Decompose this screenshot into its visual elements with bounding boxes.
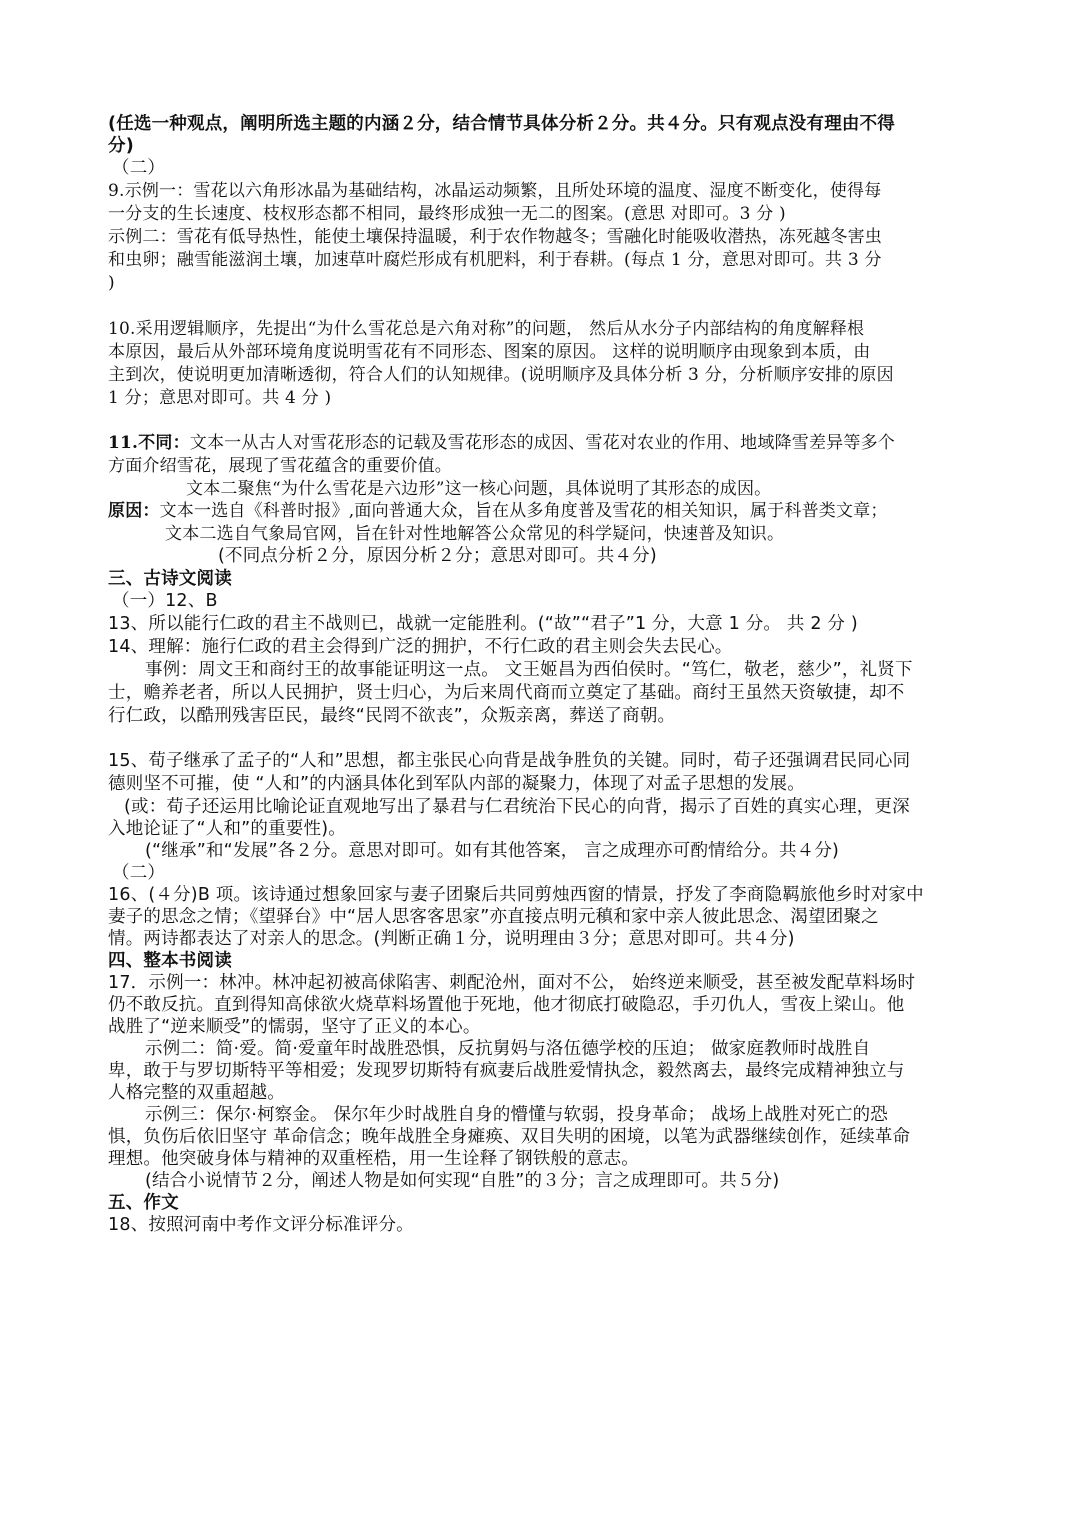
section-heading: 四、整本书阅读: [108, 951, 232, 971]
answer-line: 15、荀子继承了孟子的“人和”思想，都主张民心向背是战争胜负的关键。同时，荀子还强调君民同心同: [108, 751, 911, 771]
answer-line: 9.示例一：雪花以六角形冰晶为基础结构，冰晶运动频繁，且所处环境的温度、湿度不断变化，使得每: [108, 181, 882, 201]
scoring-note-line: (结合小说情节２分，阐述人物是如何实现“自胜”的３分；言之成理即可。共５分): [145, 1171, 780, 1191]
answer-line: 13、所以能行仁政的君主不战则已，战就一定能胜利。(“故”“君子”1 分，大意 1 分。 共 2 分 ): [108, 614, 858, 634]
answer-line: 主到次，使说明更加清晰透彻，符合人们的认知规律。(说明顺序及具体分析 3 分，分析顺序安排的原因: [108, 365, 894, 385]
answer-line: 17．示例一：林冲。林冲起初被高俅陷害、刺配沧州，面对不公， 始终逆来顺受，甚至被发配草料场时: [108, 973, 916, 993]
answer-line: 战胜了“逆来顺受”的懦弱，坚守了正义的本心。: [108, 1017, 481, 1037]
answer-line: 卑，敢于与罗切斯特平等相爱；发现罗切斯特有疯妻后战胜爱情执念，毅然离去，最终完成精神独立与: [108, 1061, 905, 1081]
answer-line: 仍不敢反抗。直到得知高俅欲火烧草料场置他于死地，他才彻底打破隐忍，手刃仇人，雪夜上梁山。他: [108, 995, 905, 1015]
answer-line: 方面介绍雪花，展现了雪花蕴含的重要价值。: [108, 456, 452, 476]
answer-line: 原因：文本一选自《科普时报》,面向普通大众，旨在从多角度普及雪花的相关知识，属于科普类文章；: [108, 501, 888, 521]
scoring-note-line: 分): [108, 136, 134, 156]
scoring-note-line: (“继承”和“发展”各２分。意思对即可。如有其他答案， 言之成理亦可酌情给分。共４分): [145, 841, 840, 861]
answer-line: 示例三：保尔·柯察金。 保尔年少时战胜自身的懵懂与软弱，投身革命； 战场上战胜对死亡的恐: [145, 1105, 888, 1125]
answer-line: 妻子的思念之情；《望驿台》中“居人思客客思家”亦直接点明元稹和家中亲人彼此思念、渴望团聚之: [108, 907, 879, 927]
answer-line: 士，赡养老者，所以人民拥护，贤士归心，为后来周代商而立奠定了基础。商纣王虽然天资敏捷，却不: [108, 683, 905, 703]
answer-line: (或：荀子还运用比喻论证直观地写出了暴君与仁君统治下民心的向背，揭示了百姓的真实心理，更深: [124, 797, 910, 817]
answer-line: 入地论证了“人和”的重要性)。: [108, 819, 346, 839]
section-heading: 三、古诗文阅读: [108, 569, 232, 589]
answer-line: 11.不同：文本一从古人对雪花形态的记载及雪花形态的成因、雪花对农业的作用、地域降雪差异等多个: [108, 433, 895, 453]
section-heading: 五、作文: [108, 1193, 179, 1213]
answer-line: 惧，负伤后依旧坚守 革命信念；晚年战胜全身瘫痪、双目失明的困境，以笔为武器继续创作，延续革命: [108, 1127, 911, 1147]
scoring-note-line: (任选一种观点，阐明所选主题的内涵２分，结合情节具体分析２分。共４分。只有观点没有理由不得: [108, 114, 895, 134]
answer-line: 一分支的生长速度、枝杈形态都不相同，最终形成独一无二的图案。(意思 对即可。3 分 ): [108, 204, 786, 224]
scoring-note-line: (不同点分析２分，原因分析２分；意思对即可。共４分): [218, 546, 657, 566]
answer-line: 情。两诗都表达了对亲人的思念。(判断正确１分，说明理由３分；意思对即可。共４分): [108, 929, 795, 949]
answer-line: 事例：周文王和商纣王的故事能证明这一点。 文王姬昌为西伯侯时。“笃仁，敬老，慈少”，礼贤下: [145, 660, 913, 680]
answer-line: 和虫卵；融雪能滋润土壤，加速草叶腐烂形成有机肥料，利于春耕。(每点 1 分，意思对即可。共 3 分: [108, 250, 882, 270]
answer-line: 文本二选自气象局官网，旨在针对性地解答公众常见的科学疑问，快速普及知识。: [165, 524, 785, 544]
answer-line: 本原因，最后从外部环境角度说明雪花有不同形态、图案的原因。 这样的说明顺序由现象到本质，由: [108, 342, 871, 362]
q11-label: 11.不同：: [108, 433, 190, 453]
section-heading: （二）: [112, 158, 166, 178]
answer-line: 理想。他突破身体与精神的双重桎梏，用一生诠释了钢铁般的意志。: [108, 1149, 639, 1169]
section-heading: （二）: [112, 863, 166, 883]
answer-line: 示例二：雪花有低导热性，能使土壤保持温暖，利于农作物越冬；雪融化时能吸收潜热，冻死越冬害虫: [108, 227, 882, 247]
answer-line: 示例二：简·爱。简·爱童年时战胜恐惧，反抗舅妈与洛伍德学校的压迫； 做家庭教师时战胜自: [145, 1039, 871, 1059]
answer-line: 16、(４分)B 项。该诗通过想象回家与妻子团聚后共同剪烛西窗的情景，抒发了李商隐羁旅他乡时对家中: [108, 885, 924, 905]
reason-label: 原因：: [108, 501, 160, 521]
answer-line: 文本二聚焦“为什么雪花是六边形”这一核心问题，具体说明了其形态的成因。: [186, 479, 772, 499]
answer-line: 人格完整的双重超越。: [108, 1083, 285, 1103]
answer-line: 1 分；意思对即可。共 4 分 ): [108, 388, 332, 408]
answer-line: 行仁政，以酷刑残害臣民，最终“民罔不欲丧”，众叛亲离，葬送了商朝。: [108, 706, 676, 726]
answer-line: 德则坚不可摧，使 “人和”的内涵具体化到军队内部的凝聚力，体现了对孟子思想的发展。: [108, 774, 805, 794]
answer-line: 14、理解：施行仁政的君主会得到广泛的拥护，不行仁政的君主则会失去民心。: [108, 637, 733, 657]
answer-line: 10.采用逻辑顺序，先提出“为什么雪花总是六角对称”的问题， 然后从水分子内部结构的角度解释根: [108, 319, 865, 339]
answer-line: 18、按照河南中考作文评分标准评分。: [108, 1215, 414, 1235]
answer-line: ): [108, 273, 115, 293]
answer-line: （一）12、B: [112, 591, 218, 611]
